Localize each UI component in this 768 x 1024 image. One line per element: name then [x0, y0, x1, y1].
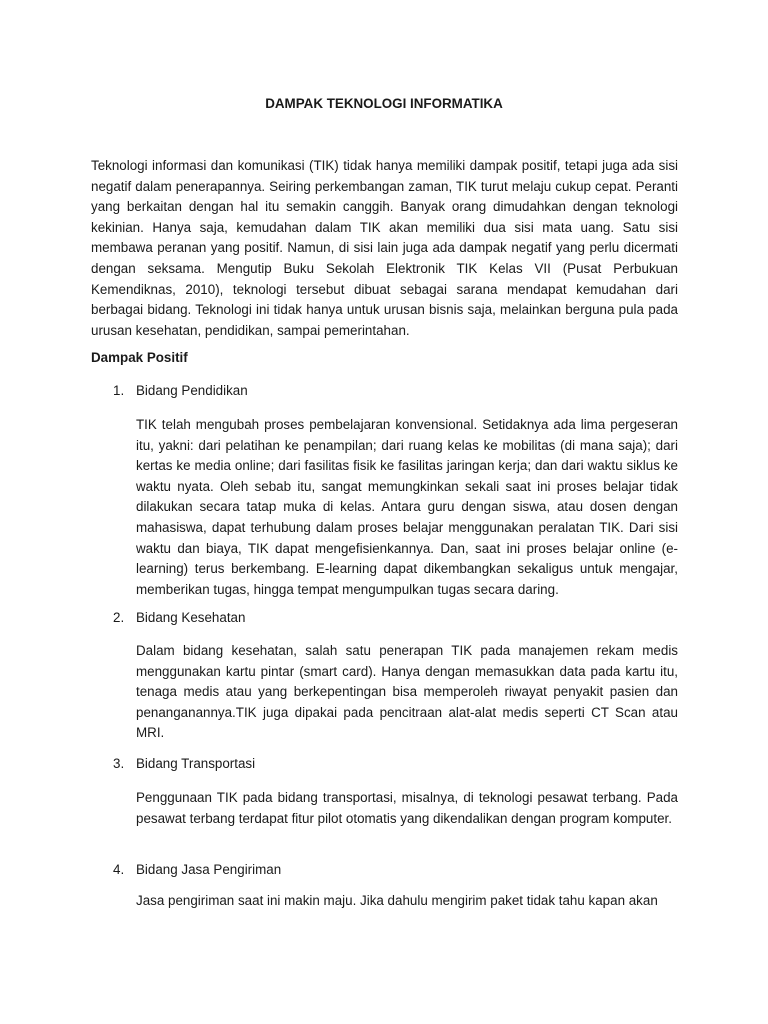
list-item-body: Penggunaan TIK pada bidang transportasi, misalnya, di teknologi pesawat terbang. Pada pesawat terbang terdapat fitur pilot otomatis yang dikendalikan dengan program komputer. — [136, 790, 678, 826]
list-item-title: Bidang Pendidikan — [136, 383, 248, 398]
list-item-heading — [113, 609, 245, 627]
list-item-heading — [113, 755, 255, 773]
list-item-number: 3. — [113, 756, 125, 771]
list-item-body: TIK telah mengubah proses pembelajaran konvensional. Setidaknya ada lima pergeseran itu, yakni: dari pelatihan ke penampilan; dari ruang kelas ke mobilitas (di mana saja); dari kertas ke media online; dari fasilitas fisik ke fasilitas jaringan kerja; dan dari waktu siklus ke waktu nyata. Oleh sebab itu, sangat memungkinkan sekali saat ini proses belajar tidak dilakukan secara tatap muka di kelas. Antara guru dengan siswa, atau dosen dengan mahasiswa, dapat terhubung dalam proses belajar menggunakan peralatan TIK. Dari sisi waktu dan biaya, TIK dapat mengefisienkannya. Dan, saat ini proses belajar online (e-learning) terus berkembang. E-learning dapat dikembangkan sekaligus untuk mengajar, memberikan tugas, hingga tempat mengumpulkan tugas secara daring. — [136, 417, 678, 597]
intro-paragraph: Teknologi informasi dan komunikasi (TIK) tidak hanya memiliki dampak positif, tetapi juga ada sisi negatif dalam penerapannya. Seiring perkembangan zaman, TIK turut melaju cukup cepat. Peranti yang berkaitan dengan hal itu semakin canggih. Banyak orang dimudahkan dengan teknologi kekinian. Hanya saja, kemudahan dalam TIK akan memiliki dua sisi mata uang. Satu sisi membawa peranan yang positif. Namun, di sisi lain juga ada dampak negatif yang perlu dicermati dengan seksama. Mengutip Buku Sekolah Elektronik TIK Kelas VII (Pusat Perbukuan Kemendiknas, 2010), teknologi tersebut dibuat sebagai sarana mendapat kemudahan dari berbagai bidang. Teknologi ini tidak hanya untuk urusan bisnis saja, melainkan berguna pula pada urusan kesehatan, pendidikan, sampai pemerintahan. — [91, 158, 678, 338]
list-item-title: Bidang Transportasi — [136, 756, 256, 771]
list-item-number: 2. — [113, 610, 125, 625]
list-item-body: Dalam bidang kesehatan, salah satu penerapan TIK pada manajemen rekam medis menggunakan kartu pintar (smart card). Hanya dengan memasukkan data pada kartu itu, tenaga medis atau yang berkepentingan bisa memperoleh riwayat penyakit pasien dan penanganannya.TIK juga dipakai pada pencitraan alat-alat medis seperti CT Scan atau MRI. — [136, 643, 678, 741]
list-item-heading — [113, 861, 281, 879]
list-item-body: Jasa pengiriman saat ini makin maju. Jika dahulu mengirim paket tidak tahu kapan akan — [136, 893, 658, 908]
list-item-title: Bidang Kesehatan — [136, 610, 246, 625]
list-item-number: 1. — [113, 383, 125, 398]
section-heading-dampak-positif: Dampak Positif — [91, 350, 188, 365]
list-item-title: Bidang Jasa Pengiriman — [136, 862, 282, 877]
document-title: DAMPAK TEKNOLOGI INFORMATIKA — [265, 96, 503, 111]
list-item-heading — [113, 382, 248, 400]
list-item-number: 4. — [113, 862, 125, 877]
